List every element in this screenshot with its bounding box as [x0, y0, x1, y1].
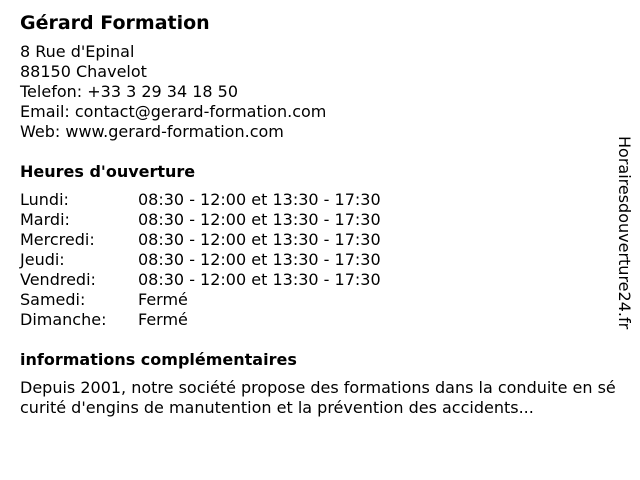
hours-row-sunday	[20, 310, 620, 330]
hours-day: Vendredi:	[20, 270, 96, 289]
hours-time: Fermé	[138, 290, 188, 309]
watermark-text: Horairesdouverture24.fr	[615, 136, 634, 330]
hours-row-thursday	[20, 250, 620, 270]
web-line: Web: www.gerard-formation.com	[20, 122, 284, 141]
hours-row-tuesday	[20, 210, 620, 230]
hours-day: Samedi:	[20, 290, 86, 309]
hours-day: Dimanche:	[20, 310, 107, 329]
hours-time: 08:30 - 12:00 et 13:30 - 17:30	[138, 230, 381, 249]
hours-day: Jeudi:	[20, 250, 65, 269]
info-text: Depuis 2001, notre société propose des formations dans la conduite en sécurité d'engins de manutention et la prévention des accidents...	[20, 378, 616, 417]
hours-time: 08:30 - 12:00 et 13:30 - 17:30	[138, 210, 381, 229]
hours-row-saturday	[20, 290, 620, 310]
hours-day: Lundi:	[20, 190, 69, 209]
hours-day: Mercredi:	[20, 230, 95, 249]
hours-time: Fermé	[138, 310, 188, 329]
phone-line: Telefon: +33 3 29 34 18 50	[20, 82, 239, 101]
hours-day: Mardi:	[20, 210, 70, 229]
address-line-2: 88150 Chavelot	[20, 62, 147, 81]
hours-table	[20, 190, 620, 330]
hours-row-friday	[20, 270, 620, 290]
company-card	[20, 10, 620, 418]
hours-row-monday	[20, 190, 620, 210]
hours-row-wednesday	[20, 230, 620, 250]
hours-time: 08:30 - 12:00 et 13:30 - 17:30	[138, 250, 381, 269]
hours-title: Heures d'ouverture	[20, 162, 196, 181]
hours-time: 08:30 - 12:00 et 13:30 - 17:30	[138, 270, 381, 289]
email-line: Email: contact@gerard-formation.com	[20, 102, 327, 121]
info-title: informations complémentaires	[20, 350, 297, 369]
company-name: Gérard Formation	[20, 12, 210, 34]
hours-time: 08:30 - 12:00 et 13:30 - 17:30	[138, 190, 381, 209]
address-line-1: 8 Rue d'Epinal	[20, 42, 135, 61]
